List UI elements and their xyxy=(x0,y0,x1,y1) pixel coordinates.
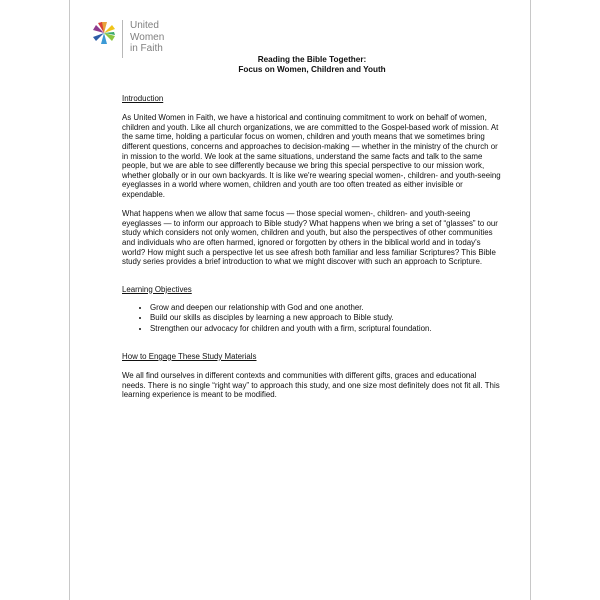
document-body xyxy=(122,55,502,400)
logo-line-2: Women xyxy=(130,31,165,43)
cross-and-flame-petals-icon xyxy=(91,20,117,46)
logo-divider xyxy=(122,20,123,58)
introduction-heading: Introduction xyxy=(122,94,164,103)
organization-logo xyxy=(91,20,164,58)
learning-objectives-list xyxy=(122,303,502,333)
engage-heading: How to Engage These Study Materials xyxy=(122,351,257,361)
logo-line-3: in Faith xyxy=(130,43,163,54)
objective-item: • Strengthen our advocacy for children and youth with a firm, scriptural foundation. xyxy=(150,324,502,334)
title-line-2: Focus on Women, Children and Youth xyxy=(238,65,386,74)
learning-objectives-heading: Learning Objectives xyxy=(122,284,192,294)
document-page xyxy=(69,0,531,600)
document-title xyxy=(122,55,502,75)
objective-item: • Build our skills as disciples by learning a new approach to Bible study. xyxy=(150,313,502,323)
introduction-paragraph-1: As United Women in Faith, we have a historical and continuing commitment to work on behalf of women, children and youth. Like all church organizations, we are committed to the Gospel-based work of mission. At the same time, holding a particular focus on women, children and youth means that we sometimes bring different questions, concerns and approaches to decision-making — whether in the ministry of the church or in mission to the world. We look at the same situations, understand the same facts and talk to the same people, but we are able to see differently because we bring this special perspective to our mission work, whether globally or in our own backyards. It is like we're wearing special women-, children- and youth-seeing eyeglasses in a world where women, children and youth are too often treated as either invisible or expendable. xyxy=(122,113,501,199)
logo-line-1: United xyxy=(130,20,159,31)
objective-item: • Grow and deepen our relationship with God and one another. xyxy=(150,303,502,313)
title-line-1: Reading the Bible Together: xyxy=(257,55,367,64)
introduction-paragraph-2: What happens when we allow that same focus — those special women-, children- and youth-seeing eyeglasses — to inform our approach to Bible study? What happens when we bring a set of “glasses” to our study which considers not only women, children and youth, but also the perspectives of other communities and individuals who are often harmed, ignored or forgotten by others in the biblical world and in today's world? How might such a perspective let us see afresh both familiar and less familiar Scriptures? This Bible study series provides a brief introduction to what we might discover with such an approach to Scripture. xyxy=(122,209,498,267)
logo-wordmark xyxy=(130,20,164,55)
engage-paragraph: We all find ourselves in different contexts and communities with different gifts, graces and educational needs. There is no single “right way” to approach this study, and one size most definitely does not fit all. This learning experience is meant to be modified. xyxy=(122,371,500,400)
